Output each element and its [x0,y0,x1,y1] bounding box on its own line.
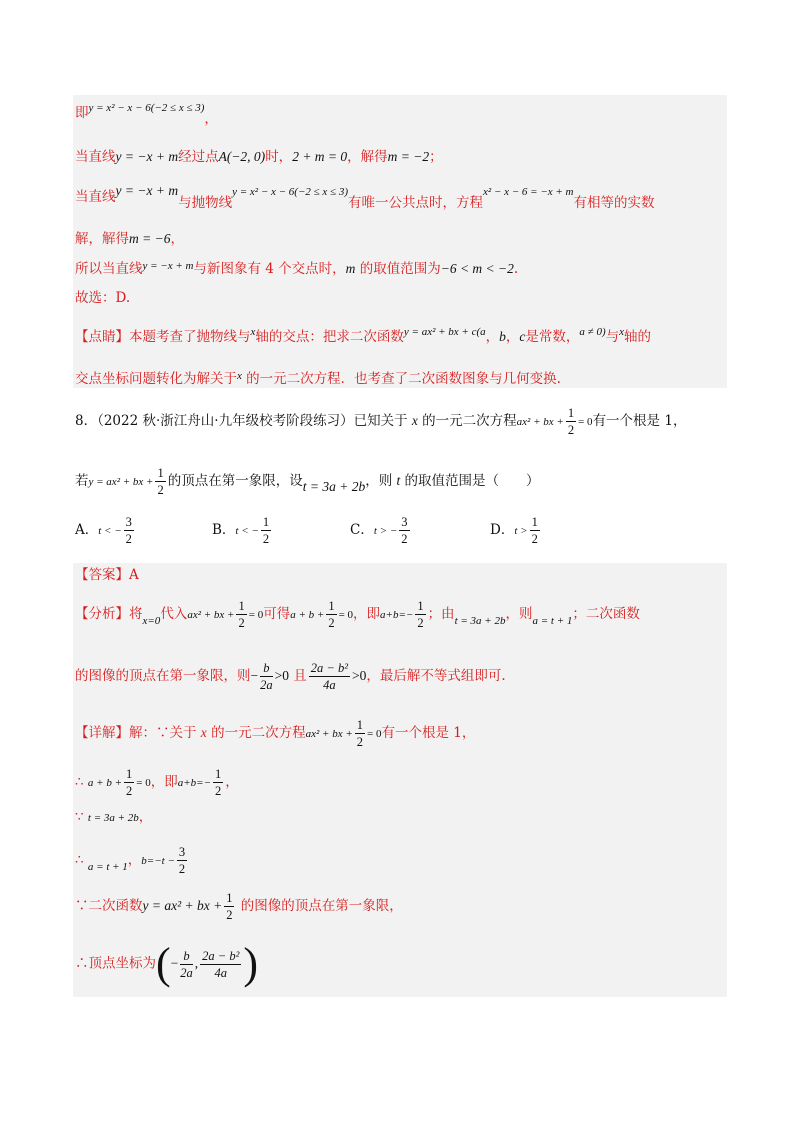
q8-line-1 [75,405,686,438]
numerator: 1 [157,466,164,480]
numerator: 3 [125,515,132,529]
numerator: 1 [356,718,364,732]
sol1-line-4 [75,229,184,249]
text: 可得 [263,606,291,622]
math: a ≠ 0) [579,326,606,338]
denominator: 2 [356,735,364,749]
math: y = ax² + bx + c(a [403,326,486,338]
text: ；二次函数 [572,606,640,622]
math: ax² + bx + [187,609,235,621]
math: A(−2, 0) [218,149,266,164]
math: a + b + [87,777,122,789]
text: ∴ [75,774,88,790]
sol1-line-2 [75,147,443,167]
text: ∴ [75,852,88,868]
detail-line-6 [75,939,258,988]
option-label: C． [350,522,374,538]
fraction [124,766,134,799]
text: ， [505,329,520,345]
text: . [513,261,519,277]
fraction [213,766,223,799]
fraction [180,948,193,981]
numerator: 1 [238,599,245,613]
detail-line-4 [75,844,189,877]
numerator: b [260,660,273,677]
option-label: A． [75,522,99,538]
detail-line-2 [75,766,239,799]
numerator: 3 [401,515,408,529]
math: ax² + bx + [516,416,564,428]
left-paren: ( [156,939,171,988]
sol1-line-1 [75,98,218,129]
numerator: 1 [417,599,424,613]
math: − [250,668,259,683]
q8-line-2 [75,465,540,498]
sol1-line-5 [75,256,518,279]
fraction [399,514,409,547]
fraction [260,660,273,693]
fraction [566,405,576,438]
math: x [200,725,207,740]
math: ax² + bx + [305,728,353,740]
math: a+b=− [380,609,414,621]
numerator: 1 [328,599,335,613]
text: 的一元二次方程 [206,725,306,741]
denominator: 2a [180,965,193,980]
math: a = t + 1 [87,861,128,873]
fraction [124,514,134,547]
text: ， [485,329,500,345]
math: x [250,326,256,338]
math: 2 + m = 0 [292,149,348,164]
text: 交点坐标问题转化为解关于 [75,371,237,387]
math: = 0 [248,609,264,621]
fraction [355,717,365,750]
text: 【分析】将 [75,606,143,622]
text: 有一个根是 1， [592,413,687,429]
denominator: 2 [125,532,132,546]
text: 当直线 [75,149,116,165]
denominator: 2 [157,483,164,497]
math: a + b + [290,609,325,621]
math: = 0 [338,609,354,621]
math: m = −2 [387,149,430,164]
math: a+b=− [177,777,211,789]
math: t < − [235,525,259,537]
math: y = x² − x − 6(−2 ≤ x ≤ 3) [88,102,205,114]
text: ， [204,111,218,127]
text: 经过点 [178,149,219,165]
fraction [236,598,246,631]
math: t = 3a + 2b [87,812,139,824]
option-b[interactable] [212,514,273,547]
denominator: 2 [262,532,270,546]
math: y = x² − x − 6(−2 ≤ x ≤ 3) [232,186,348,198]
text: 与抛物线 [178,195,233,211]
text: 【详解】解：∵关于 [75,725,201,741]
text: 所以当直线 [75,261,143,277]
fraction [326,598,336,631]
text: 的取值范围为 [355,261,441,277]
denominator: 2 [401,532,408,546]
denominator: 2 [567,423,575,437]
math: , [194,955,199,971]
detail-line-1 [75,717,475,750]
sol1-line-7 [75,322,651,347]
denominator: 2 [126,784,133,798]
math: y = ax² + bx + [88,476,154,488]
text: 与 [605,329,620,345]
math: x=0 [142,615,161,627]
text: 【点睛】本题考查了抛物线与 [75,329,251,345]
text: 解，解得 [75,231,129,247]
math: t < − [98,525,122,537]
sol1-line-3 [75,181,655,213]
fraction [309,660,350,693]
text: 即 [75,105,89,121]
sol1-line-8 [75,366,561,389]
text: 是常数， [525,329,580,345]
text: ，即 [353,606,381,622]
math: t = 3a + 2b [454,615,506,627]
fraction [177,844,187,877]
math: y = −x + m [115,149,179,164]
math: x² − x − 6 = −x + m [483,186,574,198]
denominator: 2 [215,784,222,798]
math: t = 3a + 2b [302,479,366,494]
math: = 0 [136,777,151,789]
text: ； [429,149,443,165]
text: ∴顶点坐标为 [75,955,156,972]
answer-line: 【答案】A [75,567,139,583]
math: x [411,413,418,428]
option-a[interactable] [75,514,136,547]
denominator: 4a [214,965,227,980]
fraction [261,514,271,547]
text: ；由 [427,606,455,622]
option-label: B． [212,522,236,538]
text: 的一元二次方程 [417,413,517,429]
text: ，则 [505,606,533,622]
math: y = ax² + bx + [142,898,223,913]
text: 8．（2022 秋·浙江舟山·九年级校考阶段练习）已知关于 [75,413,412,429]
text: 且 [289,668,307,684]
right-paren: ) [243,939,258,988]
math: y = −x + m [142,260,194,272]
numerator: 1 [215,767,222,781]
numerator: 3 [178,845,186,859]
math: − [170,955,179,971]
math: >0 [351,668,367,683]
math: m [345,261,356,276]
fraction [155,465,165,498]
math: x [619,326,624,338]
text: ， [127,852,142,868]
numerator: 1 [262,515,270,529]
fraction [224,890,234,923]
math: c [519,329,526,344]
numerator: 2a − b² [310,661,348,675]
fraction [200,948,241,981]
text: ∵ [75,809,88,825]
denominator: 4a [323,678,336,692]
detail-line-5 [75,890,403,923]
text: ， [170,231,184,247]
fraction [415,598,425,631]
text: 轴的 [624,329,651,345]
option-c[interactable] [350,514,412,547]
math: t > [514,525,528,537]
math: t > − [373,525,398,537]
text: 轴的交点：把求二次函数 [255,329,404,345]
numerator: 2a − b² [202,948,240,963]
denominator: 2 [226,908,233,922]
math: y = −x + m [115,183,179,198]
text: 若 [75,473,89,489]
math: >0 [274,668,289,683]
math: m = −6 [129,231,171,246]
text: 时， [265,149,293,165]
denominator: 2a [260,678,273,692]
math: x [237,370,242,382]
text: ，最后解不等式组即可. [366,668,506,684]
math: = 0 [367,728,382,740]
text: ，解得 [347,149,388,165]
text: 代入 [160,606,188,622]
text: ， [225,774,239,790]
denominator: 2 [531,532,538,546]
text: 有相等的实数 [573,195,655,211]
text: 的一元二次方程．也考查了二次函数图象与几何变换. [241,371,561,387]
option-label: D． [490,522,515,538]
math: −6 < m < −2 [440,261,514,276]
analysis-line-2 [75,660,506,693]
sol1-line-6: 故选：D. [75,290,131,306]
math: b [499,329,506,344]
denominator: 2 [238,616,245,630]
text: 当直线 [75,189,116,205]
denominator: 2 [417,616,424,630]
denominator: 2 [178,862,186,876]
text: 的取值范围是（ ） [400,473,540,489]
text: 的图像的顶点在第一象限， [236,898,403,914]
text: ，即 [150,774,178,790]
text: ，则 [365,473,397,489]
math: a = t + 1 [532,615,573,627]
option-d[interactable] [490,514,542,547]
math: b=−t − [141,855,175,867]
text: 有唯一公共点时，方程 [348,195,483,211]
text: 有一个根是 1， [381,725,476,741]
math: t [396,473,401,488]
text: ∵二次函数 [75,898,143,914]
numerator: 1 [531,515,538,529]
denominator: 2 [328,616,335,630]
text: ， [138,809,153,825]
analysis-line-1 [75,598,640,631]
numerator: 1 [226,891,233,905]
math: = 0 [578,416,593,428]
numerator: 1 [126,767,133,781]
detail-line-3 [75,807,152,828]
fraction [530,514,540,547]
text: 的图像的顶点在第一象限，则 [75,668,251,684]
text: 与新图象有 4 个交点时， [193,261,346,277]
numerator: 1 [567,406,575,420]
text: 的顶点在第一象限，设 [167,473,303,489]
numerator: b [180,948,193,965]
